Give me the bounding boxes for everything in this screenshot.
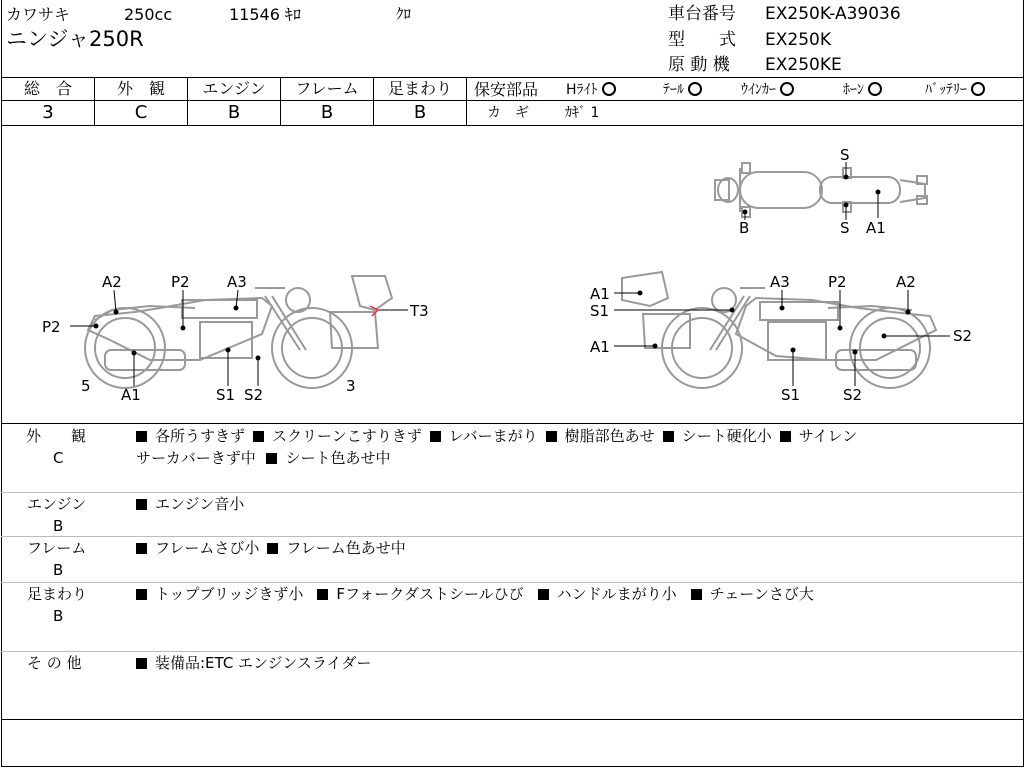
- note-item: フレーム色あせ中: [286, 539, 406, 557]
- safety-battery: ﾊﾞｯﾃﾘｰ: [925, 82, 985, 97]
- diagram-label: A3: [770, 273, 790, 291]
- bullet-icon: [136, 499, 147, 510]
- ok-mark-icon: [688, 82, 702, 96]
- notes-suspension-grade: B: [53, 607, 64, 625]
- diagram-label: 5: [81, 377, 91, 395]
- diagram-label: P2: [828, 273, 847, 291]
- notes-suspension-items: [136, 587, 814, 602]
- bullet-icon: [253, 431, 264, 442]
- notes-other-items: [136, 656, 371, 671]
- damage-diagram: [0, 126, 1024, 424]
- note-item: 樹脂部色あせ: [564, 427, 655, 445]
- frame-no-label: 車台番号: [668, 4, 736, 24]
- diagram-label: A1: [590, 338, 610, 356]
- divider: [1, 582, 1023, 583]
- notes-exterior-line2: サーカバーきず中 シート色あせ中: [136, 449, 391, 467]
- diagram-label: A1: [121, 386, 141, 404]
- bullet-icon: [266, 453, 277, 464]
- diagram-label: S: [840, 146, 850, 164]
- diagram-label: A1: [866, 219, 886, 237]
- bullet-icon: [136, 543, 147, 554]
- diagram-label: S1: [781, 386, 801, 404]
- color: ｸﾛ: [396, 5, 412, 23]
- bullet-icon: [136, 589, 147, 600]
- notes-engine-grade: B: [53, 517, 64, 535]
- top-view-bike: [715, 163, 927, 217]
- notes-exterior-items: [136, 429, 857, 444]
- diagram-label: 3: [346, 377, 356, 395]
- safety-label: 保安部品: [474, 80, 539, 99]
- diagram-label: A2: [102, 273, 122, 291]
- bullet-icon: [780, 431, 791, 442]
- divider: [1, 492, 1023, 493]
- bullet-icon: [136, 658, 147, 669]
- notes-engine-items: [136, 497, 244, 512]
- safety-headlight: Hﾗｲﾄ: [566, 82, 616, 97]
- grade-frame: B: [320, 102, 334, 123]
- bullet-icon: [317, 589, 328, 600]
- note-item: トップブリッジきず小: [155, 585, 304, 603]
- note-item: 各所うすきず: [155, 427, 246, 445]
- grade-engine-label: エンジン: [202, 79, 266, 98]
- diagram-label: S1: [590, 302, 610, 320]
- bullet-icon: [691, 589, 702, 600]
- notes-suspension-label: 足まわり: [27, 585, 88, 603]
- notes-frame-items: [136, 541, 406, 556]
- divider: [1, 423, 1023, 424]
- diagram-label: S2: [843, 386, 863, 404]
- type-value: EX250K: [765, 30, 831, 50]
- maker: カワサキ: [6, 5, 71, 24]
- note-item: レバーまがり: [448, 427, 538, 445]
- notes-frame-label: フレーム: [27, 539, 87, 557]
- diagram-label: A1: [590, 285, 610, 303]
- notes-exterior-grade: C: [53, 449, 64, 467]
- notes-exterior-label: 外 観: [26, 427, 87, 445]
- ok-mark-icon: [780, 82, 794, 96]
- diagram-label: S2: [953, 327, 973, 345]
- note-item: ハンドルまがり小: [556, 585, 677, 603]
- bullet-icon: [136, 431, 147, 442]
- notes-other-label: そ の 他: [27, 654, 82, 672]
- divider: [1, 651, 1023, 652]
- note-item: スクリーンこすりきず: [272, 427, 422, 445]
- diagram-label: P2: [171, 273, 190, 291]
- note-item: エンジン音小: [155, 495, 245, 513]
- divider: [1, 719, 1023, 720]
- diagram-label: B: [739, 219, 750, 237]
- divider: [1, 77, 1023, 78]
- safety-horn: ﾎｰﾝ: [843, 82, 882, 97]
- note-item: チェーンさび大: [709, 585, 814, 603]
- key-label: カ ギ: [487, 105, 529, 121]
- notes-frame-grade: B: [53, 561, 64, 579]
- engine-value: EX250KE: [765, 55, 842, 75]
- diagram-label: A2: [896, 273, 916, 291]
- diagram-label: S1: [216, 386, 236, 404]
- engine-label: 原 動 機: [668, 55, 730, 75]
- divider: [466, 77, 467, 125]
- note-item: フレームさび小: [155, 539, 260, 557]
- diagram-label: S2: [244, 386, 264, 404]
- note-item: Fフォークダストシールひび: [336, 585, 524, 603]
- key-value: ｶｷﾞ 1: [565, 105, 600, 121]
- diagram-label: P2: [42, 318, 61, 336]
- ok-mark-icon: [602, 82, 616, 96]
- type-label: 型 式: [668, 30, 736, 50]
- safety-tail: ﾃｰﾙ: [663, 82, 702, 97]
- model-name: ニンジャ250R: [6, 27, 144, 51]
- grade-frame-label: フレーム: [295, 79, 359, 98]
- bullet-icon: [546, 431, 557, 442]
- grade-total: 3: [42, 102, 54, 123]
- diagram-label: T3: [410, 302, 429, 320]
- displacement: 250cc: [124, 5, 173, 24]
- divider: [1, 536, 1023, 537]
- frame-no: EX250K-A39036: [765, 4, 901, 24]
- divider: [1, 100, 1023, 101]
- left-side-bike: [85, 276, 392, 388]
- bullet-icon: [538, 589, 549, 600]
- diagram-label: S: [840, 219, 850, 237]
- bullet-icon: [430, 431, 441, 442]
- grade-exterior: C: [134, 102, 148, 123]
- ok-mark-icon: [971, 82, 985, 96]
- bullet-icon: [267, 543, 278, 554]
- grade-suspension: B: [413, 102, 427, 123]
- note-item: シート硬化小: [681, 427, 772, 445]
- note-item: サイレン: [798, 427, 858, 445]
- grade-engine: B: [227, 102, 241, 123]
- note-item: 装備品:ETC エンジンスライダー: [155, 654, 372, 672]
- mileage: 11546 ｷﾛ: [229, 5, 301, 24]
- ok-mark-icon: [868, 82, 882, 96]
- safety-winker: ｳｲﾝｶｰ: [741, 82, 794, 97]
- grade-total-label: 総 合: [23, 79, 72, 98]
- diagram-label: A3: [227, 273, 247, 291]
- notes-engine-label: エンジン: [27, 495, 87, 513]
- grade-exterior-label: 外 観: [116, 79, 165, 98]
- grade-suspension-label: 足まわり: [387, 79, 452, 98]
- bullet-icon: [663, 431, 674, 442]
